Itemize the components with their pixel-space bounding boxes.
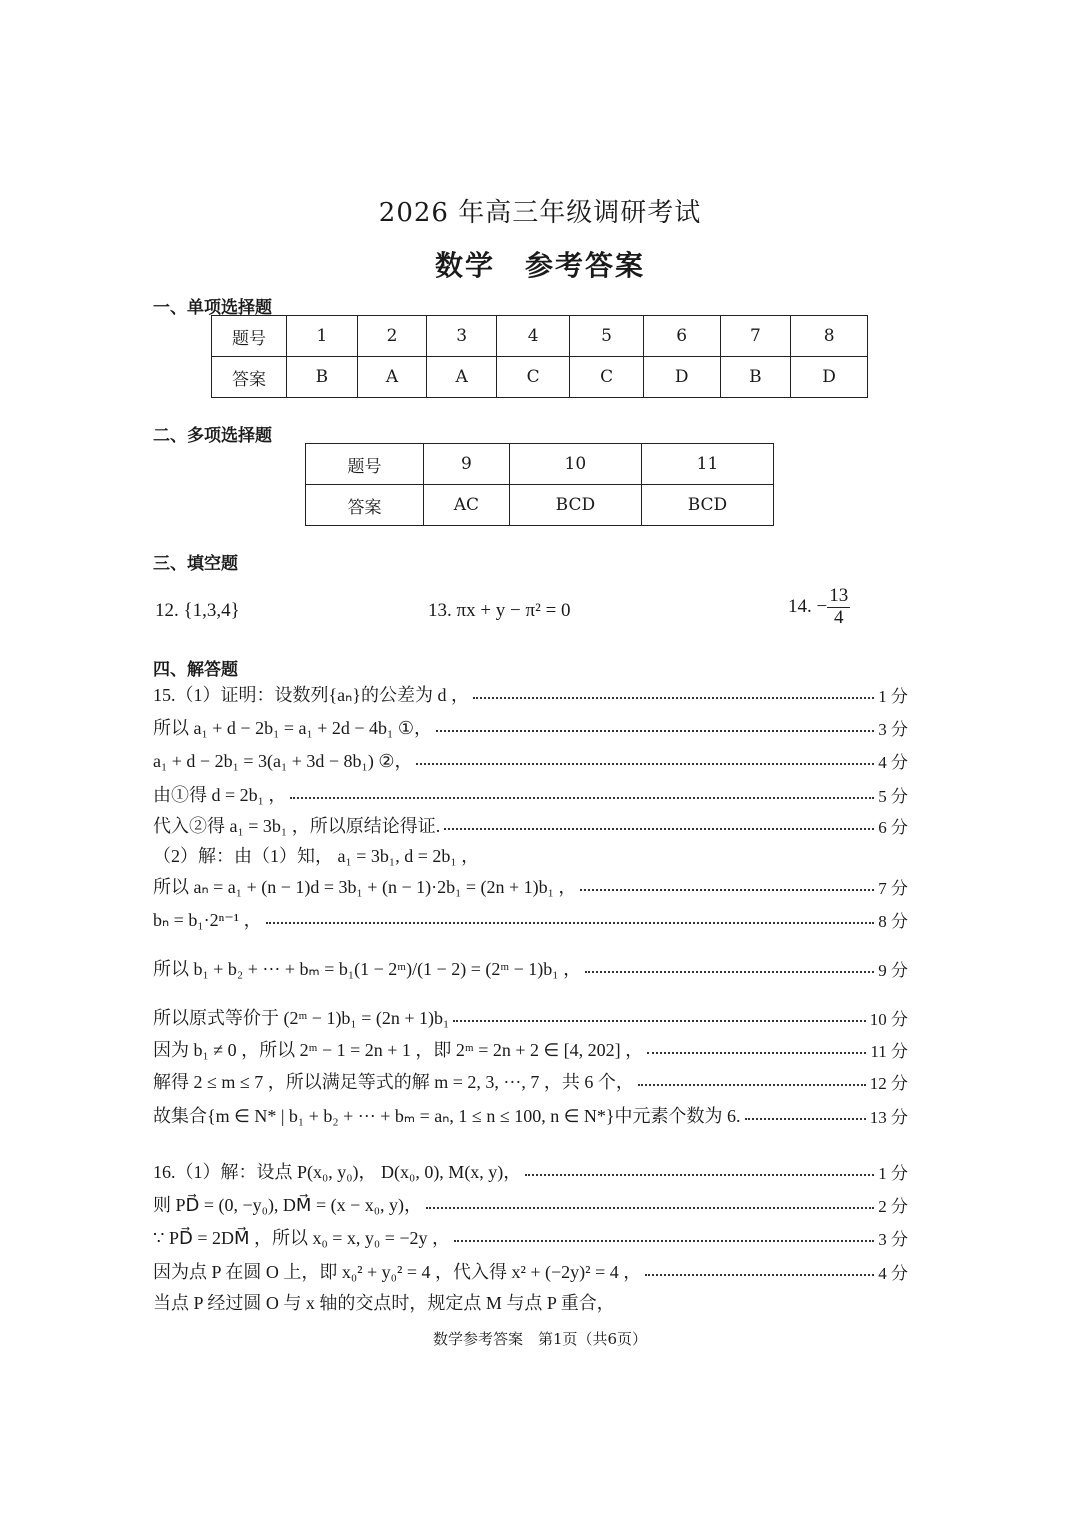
line-points: 2 分 [878, 1196, 908, 1216]
document-title: 2026 年高三年级调研考试 [378, 198, 702, 228]
single-choice-table [211, 315, 868, 398]
line-points: 8 分 [878, 911, 908, 931]
line-text: 所以原式等价于 (2ᵐ − 1)b₁ = (2n + 1)b₁ [153, 1008, 450, 1028]
solution-line [153, 953, 908, 983]
answer-14 [788, 586, 850, 629]
line-text: 15.（1）证明：设数列{aₙ}的公差为 d ， [153, 685, 469, 705]
line-points: 1 分 [878, 1163, 908, 1183]
dot-leader [453, 1020, 865, 1022]
question-number-label: 题号 [212, 316, 287, 357]
answer-cell: B [720, 357, 791, 398]
line-text: （2）解：由（1）知， a₁ = 3b₁, d = 2b₁ ， [153, 846, 480, 866]
question-number-cell: 5 [570, 316, 643, 357]
answer-cell: BCD [641, 485, 773, 526]
solution-line [153, 1066, 908, 1096]
question-number-cell: 8 [791, 316, 868, 357]
answer-cell: D [643, 357, 720, 398]
solution-line [153, 1189, 908, 1219]
solution-line [153, 1256, 908, 1286]
line-text: 代入②得 a₁ = 3b₁ ，所以原结论得证. [153, 816, 441, 836]
question-number-cell: 3 [427, 316, 497, 357]
line-points: 10 分 [869, 1009, 908, 1029]
answer-cell: AC [424, 485, 510, 526]
question-number-cell: 1 [287, 316, 358, 357]
question-number-label: 题号 [306, 444, 424, 485]
dot-leader [426, 1207, 874, 1209]
dot-leader [745, 1118, 866, 1120]
line-text: 由①得 d = 2b₁ ， [153, 785, 287, 805]
dot-leader [645, 1274, 874, 1276]
line-points: 3 分 [878, 719, 908, 739]
question-number-cell: 4 [496, 316, 569, 357]
line-text: ∵ PD⃗ = 2DM⃗ ，所以 x₀ = x, y₀ = −2y ， [153, 1228, 451, 1248]
question-number-cell: 2 [357, 316, 427, 357]
line-text: a₁ + d − 2b₁ = 3(a₁ + 3d − 8b₁) ②， [153, 751, 413, 771]
fraction-denominator: 4 [833, 606, 844, 628]
dot-leader [444, 828, 874, 830]
line-text: 因为 b₁ ≠ 0 ，所以 2ᵐ − 1 = 2n + 1 ，即 2ᵐ = 2n + 2 ∈ [4, 202] ， [153, 1040, 644, 1060]
line-points: 9 分 [878, 960, 908, 980]
answer-cell: C [496, 357, 569, 398]
multi-choice-table [305, 443, 774, 526]
answer-cell: A [427, 357, 497, 398]
dot-leader [454, 1240, 874, 1242]
solution-line [153, 810, 908, 840]
line-text: 当点 P 经过圆 O 与 x 轴的交点时，规定点 M 与点 P 重合， [153, 1293, 615, 1313]
line-text: 解得 2 ≤ m ≤ 7 ，所以满足等式的解 m = 2, 3, ···, 7 ，共 6 个， [153, 1072, 634, 1092]
line-text: 所以 a₁ + d − 2b₁ = a₁ + 2d − 4b₁ ①， [153, 718, 432, 738]
line-text: bₙ = b₁·2ⁿ⁻¹ ， [153, 910, 262, 930]
solution-line [153, 745, 908, 775]
question-number-cell: 9 [424, 444, 510, 485]
answer-label: 答案 [212, 357, 287, 398]
line-text: 故集合{m ∈ N* | b₁ + b₂ + ··· + bₘ = aₙ, 1 ≤ n ≤ 100, n ∈ N*}中元素个数为 6. [153, 1106, 741, 1126]
line-points: 1 分 [878, 686, 908, 706]
line-text: 所以 aₙ = a₁ + (n − 1)d = 3b₁ + (n − 1)·2b₁ = (2n + 1)b₁ ， [153, 877, 577, 897]
solution-line [153, 904, 908, 934]
answer-cell: BCD [509, 485, 641, 526]
line-points: 4 分 [878, 1263, 908, 1283]
question-number-cell: 10 [509, 444, 641, 485]
solution-line [153, 1100, 908, 1130]
solution-line [153, 679, 908, 709]
line-points: 3 分 [878, 1229, 908, 1249]
answer-cell: C [570, 357, 643, 398]
section1-heading: 一、单项选择题 [153, 298, 272, 318]
answer-14-label: 14. − [788, 596, 828, 618]
answer-12: 12. {1,3,4} [155, 600, 240, 621]
line-text: 因为点 P 在圆 O 上，即 x₀² + y₀² = 4 ，代入得 x² + (−2y)² = 4 ， [153, 1262, 642, 1282]
dot-leader [525, 1174, 874, 1176]
line-points: 4 分 [878, 752, 908, 772]
line-points: 7 分 [878, 878, 908, 898]
answer-cell: D [791, 357, 868, 398]
solution-line [153, 1156, 908, 1186]
line-points: 11 分 [870, 1041, 908, 1061]
answer-13: 13. πx + y − π² = 0 [428, 600, 571, 621]
solution-line [153, 1034, 908, 1064]
solution-line [153, 840, 908, 870]
answer-14-fraction [827, 586, 850, 629]
line-text: 16.（1）解：设点 P(x₀, y₀)， D(x₀, 0), M(x, y)， [153, 1162, 522, 1182]
line-text: 则 PD⃗ = (0, −y₀), DM⃗ = (x − x₀, y)， [153, 1195, 423, 1215]
answer-cell: A [357, 357, 427, 398]
dot-leader [290, 797, 874, 799]
dot-leader [585, 971, 874, 973]
solution-line [153, 1002, 908, 1032]
section3-heading: 三、填空题 [153, 554, 238, 574]
answer-label: 答案 [306, 485, 424, 526]
solution-line [153, 1287, 908, 1317]
page-footer: 数学参考答案 第1页（共6页） [432, 1330, 648, 1348]
question-number-cell: 7 [720, 316, 791, 357]
solution-line [153, 1222, 908, 1252]
section4-heading: 四、解答题 [153, 660, 238, 680]
solution-line [153, 712, 908, 742]
dot-leader [266, 922, 875, 924]
dot-leader [647, 1052, 866, 1054]
dot-leader [416, 763, 874, 765]
answer-cell: B [287, 357, 358, 398]
line-points: 5 分 [878, 786, 908, 806]
dot-leader [473, 697, 874, 699]
line-points: 12 分 [869, 1073, 908, 1093]
line-text: 所以 b₁ + b₂ + ··· + bₘ = b₁(1 − 2ᵐ)/(1 − 2) = (2ᵐ − 1)b₁ ， [153, 959, 582, 979]
line-points: 6 分 [878, 817, 908, 837]
question-number-cell: 6 [643, 316, 720, 357]
solution-line [153, 779, 908, 809]
fraction-numerator: 13 [829, 585, 849, 606]
question-number-cell: 11 [641, 444, 773, 485]
line-points: 13 分 [869, 1107, 908, 1127]
dot-leader [638, 1084, 866, 1086]
section2-heading: 二、多项选择题 [153, 426, 272, 446]
document-subtitle: 数学 参考答案 [434, 249, 645, 282]
solution-line [153, 871, 908, 901]
dot-leader [436, 730, 874, 732]
dot-leader [580, 889, 874, 891]
